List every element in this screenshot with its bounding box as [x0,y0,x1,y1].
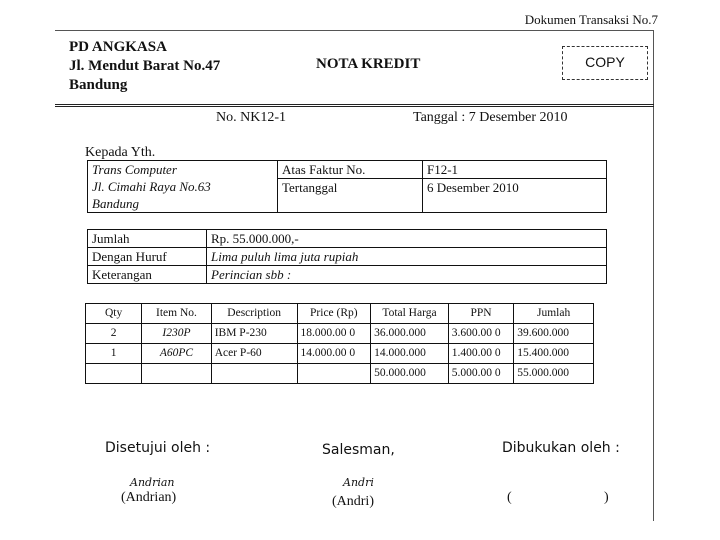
cell-item-no: A60PC [142,344,212,364]
faktur-value: F12-1 [423,161,606,179]
cell-item-no [142,364,212,384]
salesman-name: (Andri) [332,494,374,509]
company-address: Jl. Mendut Barat No.47 [69,58,221,74]
cell-description [211,364,297,384]
faktur-labels-cell [278,161,423,213]
table-row [86,324,594,344]
nota-date: Tanggal : 7 Desember 2010 [413,110,568,125]
header-item-no: Item No. [142,304,212,324]
header-description: Description [211,304,297,324]
cell-item-no: I230P [142,324,212,344]
tertanggal-label: Tertanggal [282,180,338,195]
items-header-row [86,304,594,324]
salesman-label: Salesman, [322,442,395,458]
header-rule-top [55,104,654,105]
cell-jumlah: 55.000.000 [514,364,594,384]
approved-name: (Andrian) [121,490,177,505]
cell-jumlah: 15.400.000 [514,344,594,364]
cell-price: 14.000.00 0 [297,344,371,364]
jumlah-label: Jumlah [88,230,207,248]
booked-close-paren: ) [604,490,609,505]
cell-ppn: 3.600.00 0 [448,324,513,344]
keterangan-label: Keterangan [88,266,207,284]
header-rule-bottom [55,106,654,107]
document-label: Dokumen Transaksi No.7 [524,12,658,27]
kepada-label: Kepada Yth. [85,145,156,160]
cell-ppn: 1.400.00 0 [448,344,513,364]
approved-signature: Andrian [130,476,175,489]
copy-stamp: COPY [562,46,648,80]
recipient-city: Bandung [92,196,139,211]
huruf-value: Lima puluh lima juta rupiah [207,248,607,266]
salesman-signature: Andri [343,476,374,489]
header-qty: Qty [86,304,142,324]
company-name: PD ANGKASA [69,39,167,55]
summary-table [87,229,607,284]
booked-open-paren: ( [507,490,512,505]
cell-price [297,364,371,384]
keterangan-value: Perincian sbb : [207,266,607,284]
tertanggal-value: 6 Desember 2010 [427,180,519,195]
cell-total-harga: 50.000.000 [371,364,449,384]
jumlah-value: Rp. 55.000.000,- [207,230,607,248]
cell-description: Acer P-60 [211,344,297,364]
header-ppn: PPN [448,304,513,324]
huruf-label: Dengan Huruf [88,248,207,266]
booked-label: Dibukukan oleh : [502,440,620,456]
cell-qty: 1 [86,344,142,364]
header-price: Price (Rp) [297,304,371,324]
recipient-cell [88,161,278,213]
recipient-address: Jl. Cimahi Raya No.63 [92,179,211,194]
approved-label: Disetujui oleh : [105,440,211,456]
cell-jumlah: 39.600.000 [514,324,594,344]
cell-price: 18.000.00 0 [297,324,371,344]
document-title: NOTA KREDIT [316,56,421,72]
header-jumlah: Jumlah [514,304,594,324]
faktur-label: Atas Faktur No. [278,161,422,179]
header-total-harga: Total Harga [371,304,449,324]
cell-qty: 2 [86,324,142,344]
company-city: Bandung [69,77,128,93]
nota-number: No. NK12-1 [216,110,286,125]
company-block [69,38,220,95]
faktur-values-cell [423,161,607,213]
items-table [85,303,594,384]
recipient-name: Trans Computer [92,162,177,177]
cell-description: IBM P-230 [211,324,297,344]
table-row [86,344,594,364]
cell-ppn: 5.000.00 0 [448,364,513,384]
recipient-table [87,160,607,213]
cell-total-harga: 36.000.000 [371,324,449,344]
cell-total-harga: 14.000.000 [371,344,449,364]
table-row-total [86,364,594,384]
cell-qty [86,364,142,384]
